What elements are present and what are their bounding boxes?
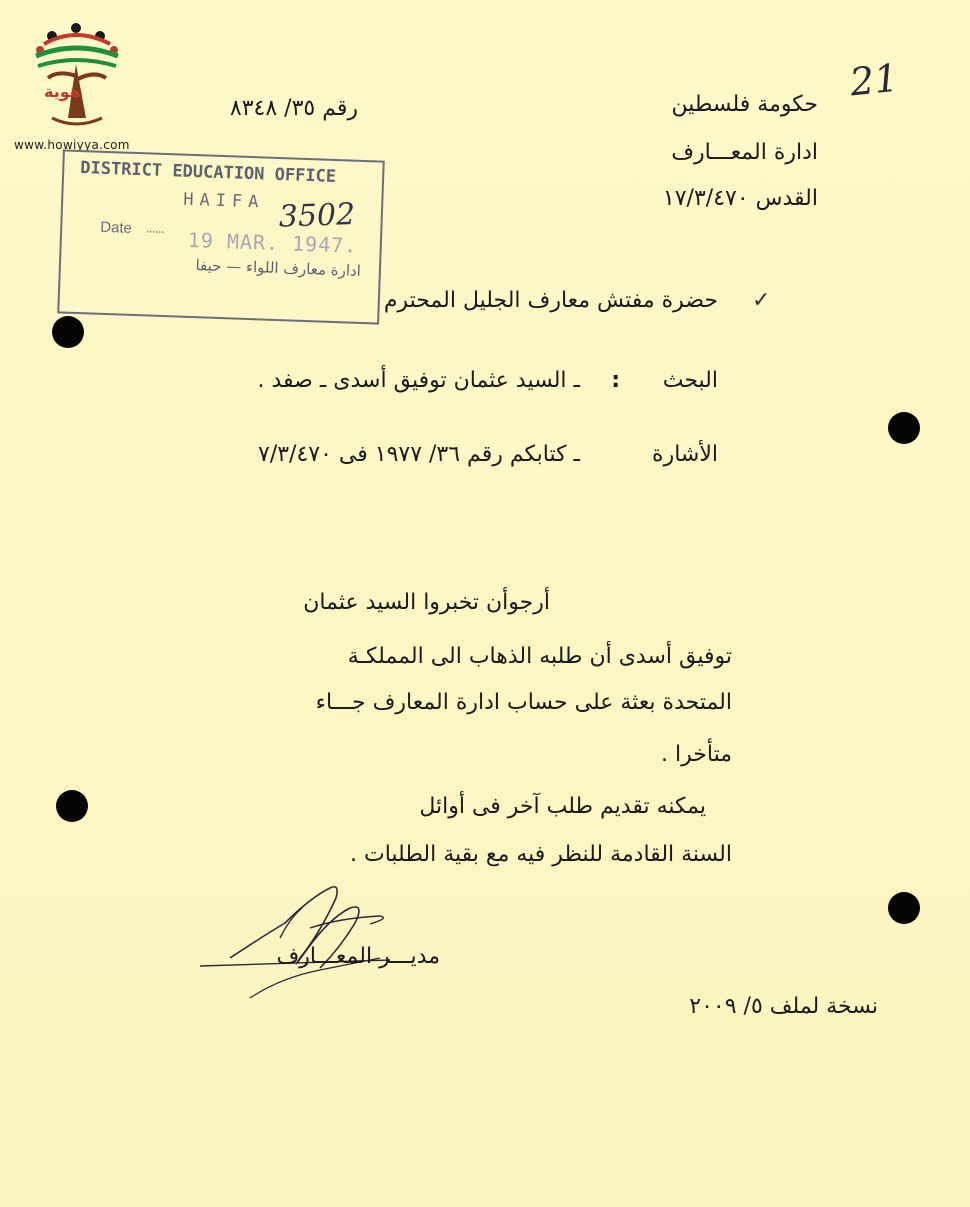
punch-hole [56, 790, 88, 822]
punch-hole [888, 892, 920, 924]
copy-note: نسخة لملف ٥/ ٢٠٠٩ [689, 994, 878, 1019]
stamp-city: HAIFA [182, 189, 265, 213]
stamp-office-name: DISTRICT EDUCATION OFFICE [79, 158, 337, 187]
stamp-date-dots: …… [145, 220, 165, 239]
subject-value: ـ السيد عثمان توفيق أسدى ـ صفد . [257, 368, 580, 393]
reference-value: ـ كتابكم رقم ٣٦/ ١٩٧٧ فى ٧/٣/٤٧٠ [258, 442, 580, 467]
page-number: 21 [847, 55, 901, 105]
signature-title: مديـــر المعـــارف [276, 944, 440, 969]
body-line: المتحدة بعثة على حساب ادارة المعارف جـــاء [315, 690, 732, 715]
reference-label: الأشارة [652, 442, 718, 467]
reference-number: رقم ٣٥/ ٨٣٤٨ [229, 96, 358, 121]
body-line: أرجوأن تخبروا السيد عثمان [303, 590, 550, 615]
stamp-date: 19 MAR. 1947. [187, 227, 358, 258]
stamp-arabic-office: ادارة معارف اللواء — حيفا [195, 256, 362, 280]
body-line: يمكنه تقديم طلب آخر فى أوائل [419, 794, 706, 819]
howiyya-tree-logo [18, 18, 138, 136]
body-line: السنة القادمة للنظر فيه مع بقية الطلبات . [350, 842, 732, 867]
stamp-handwritten-number: 3502 [278, 197, 356, 235]
subject-label: البحث [662, 368, 718, 393]
body-line: توفيق أسدى أن طلبه الذهاب الى المملكـة [347, 644, 732, 669]
subject-separator: : [611, 368, 620, 393]
watermark-url: www.howiyya.com [14, 138, 130, 152]
body-line: متأخرا . [661, 742, 732, 767]
place-and-date: القدس ١٧/٣/٤٧٠ [662, 186, 818, 211]
handwritten-signature [190, 878, 450, 1008]
district-education-stamp [57, 149, 385, 324]
punch-hole [888, 412, 920, 444]
government-name: حكومة فلسطين [671, 92, 818, 117]
check-mark-icon: ✓ [752, 288, 771, 313]
addressee: حضرة مفتش معارف الجليل المحترم [383, 288, 718, 313]
department-name: ادارة المعـــارف [671, 140, 818, 165]
logo-text: هوية [44, 82, 81, 101]
stamp-date-label: Date [99, 218, 133, 237]
punch-hole [52, 316, 84, 348]
